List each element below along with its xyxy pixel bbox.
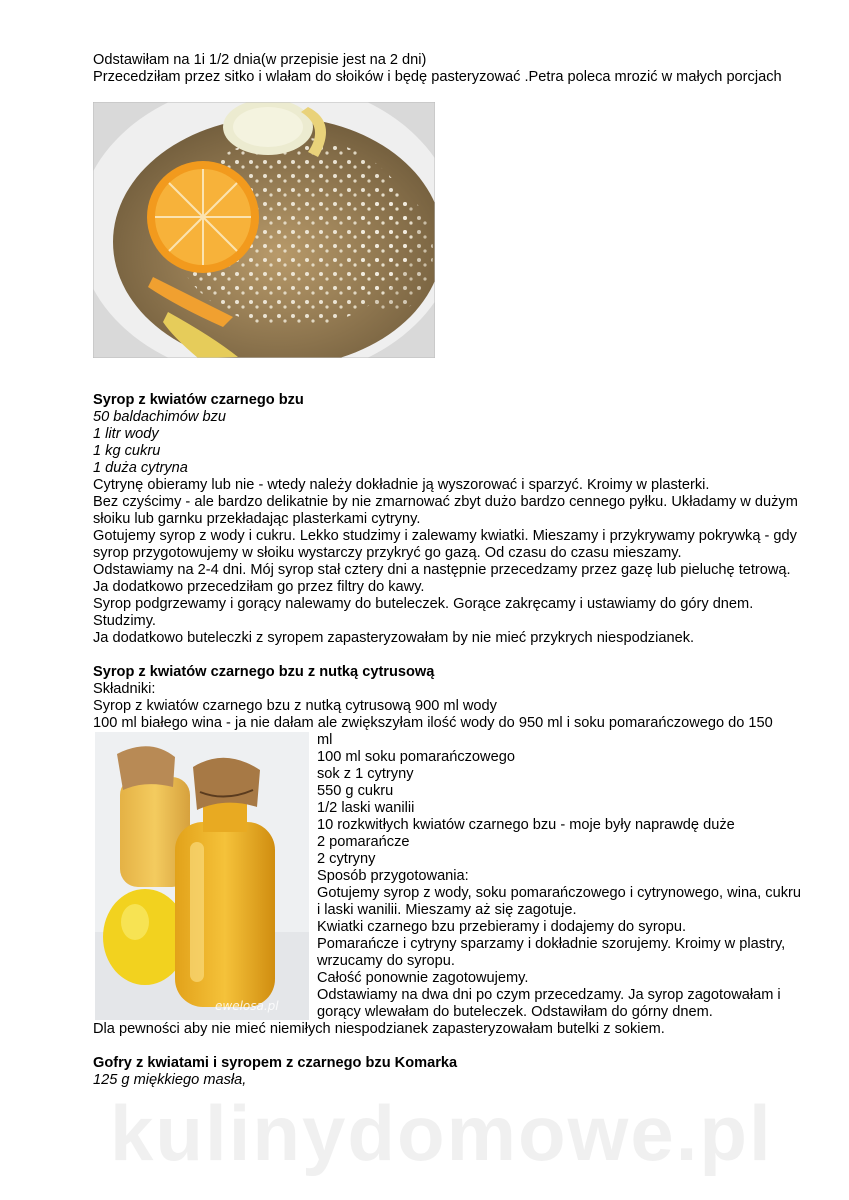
recipe1-paragraph: Odstawiamy na 2-4 dni. Mój syrop stał cztery dni a następnie przecedzamy przez gazę lub pieluchę tetrową. Ja dodatkowo przecedziłam go przez filtry do kawy. — [93, 562, 791, 595]
recipe2-line: Syrop z kwiatów czarnego bzu z nutką cytrusową 900 ml wody — [93, 698, 497, 714]
recipe1-paragraph: Cytrynę obieramy lub nie - wtedy należy dokładnie ją wyszorować i sparzyć. Kroimy w plasterki. — [93, 477, 710, 493]
recipe2-item: 100 ml soku pomarańczowego — [317, 749, 515, 765]
recipe2-item: sok z 1 cytryny — [317, 766, 414, 782]
recipe2-line: 100 ml białego wina - ja nie dałam ale zwiększyłam ilość wody do 950 ml i soku pomarańczowego do 150 — [93, 715, 773, 731]
recipe1-ingredient: 1 duża cytryna — [93, 460, 188, 476]
recipe1-title: Syrop z kwiatów czarnego bzu — [93, 392, 304, 408]
recipe2-item: Gotujemy syrop z wody, soku pomarańczowego i cytrynowego, wina, cukru i laski wanilii. Mieszamy aż się zagotuje. — [317, 885, 801, 918]
recipe3-ingredient: 125 g miękkiego masła, — [93, 1072, 247, 1088]
recipe1-ingredient: 1 litr wody — [93, 426, 159, 442]
syrup-bottles-photo — [95, 732, 309, 1020]
recipe1-ingredient: 50 baldachimów bzu — [93, 409, 227, 425]
recipe2-title: Syrop z kwiatów czarnego bzu z nutką cytrusową — [93, 664, 435, 680]
recipe1-paragraph: Syrop podgrzewamy i gorący nalewamy do buteleczek. Gorące zakręcamy i ustawiamy do góry dnem. — [93, 596, 754, 612]
recipe2-item: Całość ponownie zagotowujemy. — [317, 970, 529, 986]
recipe2-item: 10 rozkwitłych kwiatów czarnego bzu - moje były naprawdę duże — [317, 817, 735, 833]
recipe2-item: Sposób przygotowania: — [317, 868, 469, 884]
recipe2-item: 2 pomarańcze — [317, 834, 410, 850]
recipe2-item: 550 g cukru — [317, 783, 394, 799]
page-watermark: kulinydomowe.pl — [110, 1089, 773, 1177]
recipe2-item: Kwiatki czarnego bzu przebieramy i dodajemy do syropu. — [317, 919, 687, 935]
document-page — [93, 52, 805, 1089]
recipe2-item: Pomarańcze i cytryny sparzamy i dokładnie szorujemy. Kroimy w plastry, wrzucamy do syropu. — [317, 936, 786, 969]
recipe2-item: 1/2 laski wanilii — [317, 800, 415, 816]
recipe1-ingredient: 1 kg cukru — [93, 443, 161, 459]
recipe1-paragraph: Studzimy. — [93, 613, 156, 629]
recipe1-paragraph: Gotujemy syrop z wody i cukru. Lekko studzimy i zalewamy kwiatki. Mieszamy i przykrywamy pokrywką - gdy syrop przygotowujemy w słoiku wystarczy przykryć go gazą. Od czasu do czasu mieszamy. — [93, 528, 797, 561]
recipe2-item: 2 cytryny — [317, 851, 376, 867]
recipe2-ingredients-heading: Składniki: — [93, 681, 156, 697]
recipe2-item: Odstawiamy na dwa dni po czym przecedzamy. Ja syrop zagotowałam i gorący wlewałam do buteleczek. Odstawiłam do górny dnem. — [317, 987, 781, 1020]
recipe2-float-block — [93, 732, 805, 1038]
recipe2-item: Dla pewności aby nie mieć niemiłych niespodzianek zapasteryzowałam butelki z sokiem. — [93, 1021, 665, 1037]
recipe1-paragraph: Ja dodatkowo buteleczki z syropem zapasteryzowałam by nie mieć przykrych niespodzianek. — [93, 630, 695, 646]
recipe2-line-cont: ml — [317, 732, 333, 748]
recipe1-paragraph: Bez czyścimy - ale bardzo delikatnie by nie zmarnować zbyt dużo bardzo cennego pyłku. Układamy w dużym słoiku lub garnku przekładając plasterkami cytryny. — [93, 494, 798, 527]
intro-line-1: Odstawiłam na 1i 1/2 dnia(w przepisie jest na 2 dni) — [93, 52, 427, 68]
intro-line-2: Przecedziłam przez sitko i wlałam do słoików i będę pasteryzować .Petra poleca mrozić w małych porcjach — [93, 69, 782, 85]
elderflower-syrup-bowl-photo — [93, 102, 435, 358]
recipe3-title: Gofry z kwiatami i syropem z czarnego bzu Komarka — [93, 1055, 458, 1071]
photo-watermark: ewelosa.pl — [215, 999, 279, 1013]
